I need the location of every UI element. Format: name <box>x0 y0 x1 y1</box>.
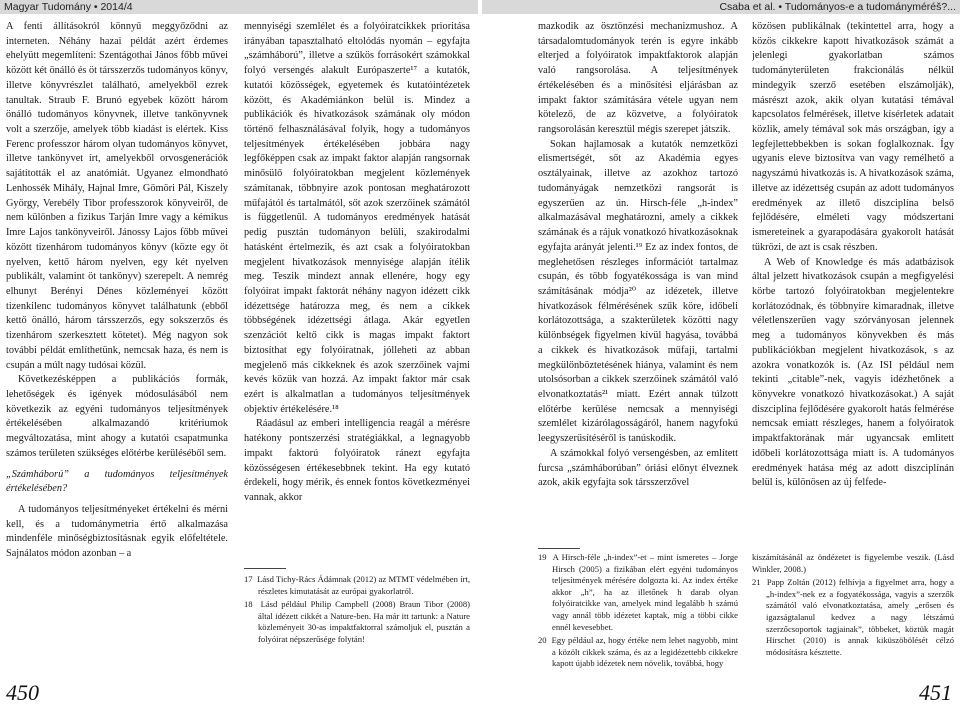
column-1 <box>6 20 228 650</box>
running-head-right: Csaba et al. • Tudományos-e a tudományméréš?... <box>482 0 960 14</box>
footnote-rule <box>244 568 286 569</box>
paragraph: Következésképpen a publikációs formák, lehetőségek és igények módosulásából nem következik az egyéni tudományos teljesítmények értékelésében alkalmazandó kritériumok megváltozatása, mint ahogy a kutatói csapatmunka számos területen szükséges előtérbe kerüléséből sem. <box>6 374 228 459</box>
left-page <box>0 0 478 708</box>
running-head-left: Magyar Tudomány • 2014/4 <box>0 0 478 14</box>
column-2 <box>244 20 470 560</box>
paragraph: közösen publikálnak (tekintettel arra, hogy a közös cikkekre kapott hivatkozások számát a jelenlegi gyakorlatban számos tudományterületen frakcionálás nélkül mindegyik szerző esetében elszámolják), másrészt azok, akik olyan kutatási témával kapcsolatos felmérések, illetve kísérletek adatait közlik, amely témával sok más országban, így a legfejlettebbekben is sokan foglalkoznak. Így ugyanis eleve biztosítva van vagy remélhető a nagyszámú hivatkozás is. A hivatkozások száma, illetve az idézettség csupán az adott tudományos eredmények az illető diszciplína belső fejlődésére, elméleti vagy módszertani ismereteinek a gyarapodására gyakorolt hatását tükrözi, de azt is csak részben. <box>752 21 954 253</box>
footnotes-left <box>244 574 470 664</box>
paragraph: Sokan hajlamosak a kutatók nemzetközi elismertségét, sőt az Akadémia egyes osztályainak, illetve az azokhoz tartozó tudományágak nemzetközi rangsorát is egyszerűen az ún. Hirsch-féle „h-index” alkalmazásával meghatározni, amely a cikkek számának és a rájuk vonatkozó hivatkozásoknak egyfajta arányát jelenti.¹⁹ Ez az index fontos, de meglehetősen részleges információt tartalmaz csupán, és több fogyatékossága is van mind számításának módja²⁰ az idézetek, illetve hivatkozások félmérésének szűk köre, időbeli korlátozottsága, a szakterületek közötti nagy különbségek figyelmen kívül hagyása, továbbá a cikkek és hivatkozások műfaji, tartalmi megkülönböztetésének hiánya, valamint és nem utolsósorban a cikkek szerzőinek számától való elvonatkoztatás²¹ miatt. Ezért annak túlzott előtérbe kerülése nemcsak a mennyiségi szemlélet kizárólagosságáról, hanem nagyfokú leegyszerűsítéséről is tanúskodik. <box>538 138 738 445</box>
footnote: 20 Egy például az, hogy értéke nem lehet nagyobb, mint a közölt cikkek száma, és az a legidézettebb cikkekre kapott újabb idézetek nem növelik, továbbá, hogy <box>538 635 738 669</box>
footnote: 21 Papp Zoltán (2012) felhívja a figyelmet arra, hogy a „h-index”-nek ez a fogyatékossága, vagyis a szerzők számától való elvonatkoztatása, amely „erősen és igazságtalanul kedvez a nagy létszámú szerzőcsoportok tagjainak”, többeket, köztük magát Hirschet (2010) is annak kiküszöbölését célzó módosításra késztette. <box>752 577 954 657</box>
footnote-rule <box>538 548 580 549</box>
page-number-right: 451 <box>919 680 952 705</box>
paragraph: A Web of Knowledge és más adatbázisok által jelzett hivatkozások csupán a megfigyelési körbe tartozó folyóiratokban megjelentekre korlátozódnak, és többnyire kimaradnak, illetve véletlenszerűen vagy szórványosan jelennek meg a tudományos könyvekben és más publikációkban megjelent hivatkozások, s az azokra vonatkozók is. (Az ISI például nem tekinti „citable”-nek, vagyis idézhetőnek a könyvekre vonatkozó hivatkozásokat.) A saját diszciplína fejlődésére gyakorolt hatás felmérése nemcsak emiatt részleges, hanem a folyóiratok impaktfaktorának már ugyancsak emlitett időbeli korlátozottsága miatt is. A tudományos eredmények hatása még az adott diszciplínán belül is, különösen az új felfede- <box>752 256 954 489</box>
footnotes-right-a <box>538 552 738 674</box>
right-page <box>482 0 960 708</box>
paragraph: Ráadásul az emberi intelligencia reagál a mérésre hatékony pontszerzési stratégiákkal, a legnagyobb impakt faktorú folyóiratok ránezt egyfajta közösségesen értékesebbnek tekint. Ha egy kutató érdekeli, hogy mérik, és ennek fontos következményei vannak, akkor <box>244 418 470 503</box>
column-4 <box>752 20 954 540</box>
page-number-left: 450 <box>6 680 39 705</box>
footnote: 18 Lásd például Philip Campbell (2008) Braun Tibor (2008) által idézett cikkét a Nature-ben. Ha már itt tartunk: a Nature közleményeit 30-as impaktfaktorral számoljuk el, pusztán a folyóirat népszerűsége folytán! <box>244 599 470 644</box>
column-3 <box>538 20 738 540</box>
footnote: 17 Lásd Tichy-Rács Ádámnak (2012) az MTMT védelmében írt, részletes kimutatását az európai gyakorlatról. <box>244 574 470 596</box>
section-heading: „Számháború” a tudományos teljesítmények értékelésében? <box>6 468 228 495</box>
footnote: kiszámításánál az öndézetet is figyelembe veszik. (Lásd Winkler, 2008.) <box>752 552 954 574</box>
paragraph: A fenti állításokról könnyű meggyőződni az interneten. Néhány hazai példát azért érdemes ehelyütt megemlíteni: Szentágothai János főbb művei között két önálló és öt társszerzős tudományos könyv, illetve könyvrészlet található, amelyekből ezrek tanultak. Straub F. Brunó egyebek között három önálló tudományos könyvnek, illetve tankönyvnek volt a szerzője, amelyek több kiadást is elértek. Kiss Ferenc professzor három olyan tudományos könyvet, illetve tankönyvet írt, amelyekből orvosgenerációk sajátították el az anatómiát. Ugyanez elmondható Lenhossék Mihály, Hajnal Imre, Gömöri Pál, Kiszely György, Verebély Tibor professzorok könyveiről, de nem különben a fizikus Tarján Imre vagy a kémikus Imre Lajos tankönyveiről. Jánossy Lajos főbb művei között tizenhárom tudományos könyv (közte egy öt nyelven, kettő három nyelven, egy két nyelven publikált, valamint öt tankönyv) szerepelt. A nemrég elhunyt Berényi Dénes közleményei között tizenkilenc tudományos könyvet találhatunk (ebből kettő önálló, három társszerzős, egy sokszerzős és tizenhárom szerkesztett kötetet). Még nagyon sok további példát említhetünk, nemcsak haza, és nem is csupán a múlt nagy tudósai közül. <box>6 21 228 371</box>
paragraph: mazkodik az ösztönzési mechanizmushoz. A társadalomtudományok terén is egyre inkább elterjed a folyóiratok impaktfaktorok alapján való rangsorolása. A teljesítmények értékelésében és a minősítési eljárásban az impakt faktor számítására vétele ugyan nem kötelező, de az közvetve, a folyóiratok rangsorolásán keresztül mégis szerepet játszik. <box>538 21 738 136</box>
footnotes-right-b <box>752 552 954 674</box>
footnote: 19 A Hirsch-féle „h-index”-et – mint ismeretes – Jorge Hirsch (2005) a fizikában elért egyéni tudományos teljesítmények mérésére dolgozta ki. Az index értéke akkor „h”, ha az illetőnek h darab olyan folyóiratcikke van, amelyek mind legalább h számú vagy annál több idézetet kaptak, míg a többi cikke ennél kevesebbet. <box>538 552 738 632</box>
paragraph: A tudományos teljesítményeket értékelni és mérni kell, és a tudománymetria értő alkalmazása mindenféle minőségbiztosításnak egyik előfeltétele. Sajnálatos módon azonban – a <box>6 504 228 560</box>
paragraph: mennyiségi szemlélet és a folyóiratcikkek prioritása irányában tapasztalható eltolódás nyomán – egyfajta „számháború”, illetve a szűkös forrásokért számokkal folyó versengés alakult Európaszerte¹⁷ a kutatók, kutatói közösségek, egyetemek és kutatóintézetek között, és Akadémiánkon belül is. Mindez a publikációk és hivatkozások számának oly módon történő felhasználásával folyik, hogy a tudományos teljesítmények értékelésében jobbára nagy legfőképpen csak az impakt faktor alapján rangsornak minősülő folyóiratokban megjelent közlemények számítanak, többnyire azok pontosan meghatározott műfajától és tartalmától, sőt azok szerzőinek számától is függetlenül. A tudományos eredmények hatását pedig pusztán tudományon belüli, szakirodalmi hatásként értelmezik, és azt csak a folyóiratokban megjelent hivatkozások mennyisége alapján ítélik meg. Teszik mindezt annak ellenére, hogy egy folyóirat impakt faktorát néhány nagyon idézett cikk idézettsége határozza meg, és nem a cikkek többségének idézettségi átlaga. Akár egyetlen szenzációt keltő cikk is magas impakt faktort biztosíthat egy folyóiratnak, jólleheti az abban megjelenő más cikkeknek és azok szerzőinek vajmi kevés közük van hozzá. Az impakt faktor már csak ezért is alkalmatlan a tudományos teljesítmények objektív értékelésére.¹⁸ <box>244 21 470 415</box>
paragraph: A számokkal folyó versengésben, az említett furcsa „számháborúban” óriási előnyt élveznek azok, akik egyfajta sok társszerzővel <box>538 447 738 489</box>
